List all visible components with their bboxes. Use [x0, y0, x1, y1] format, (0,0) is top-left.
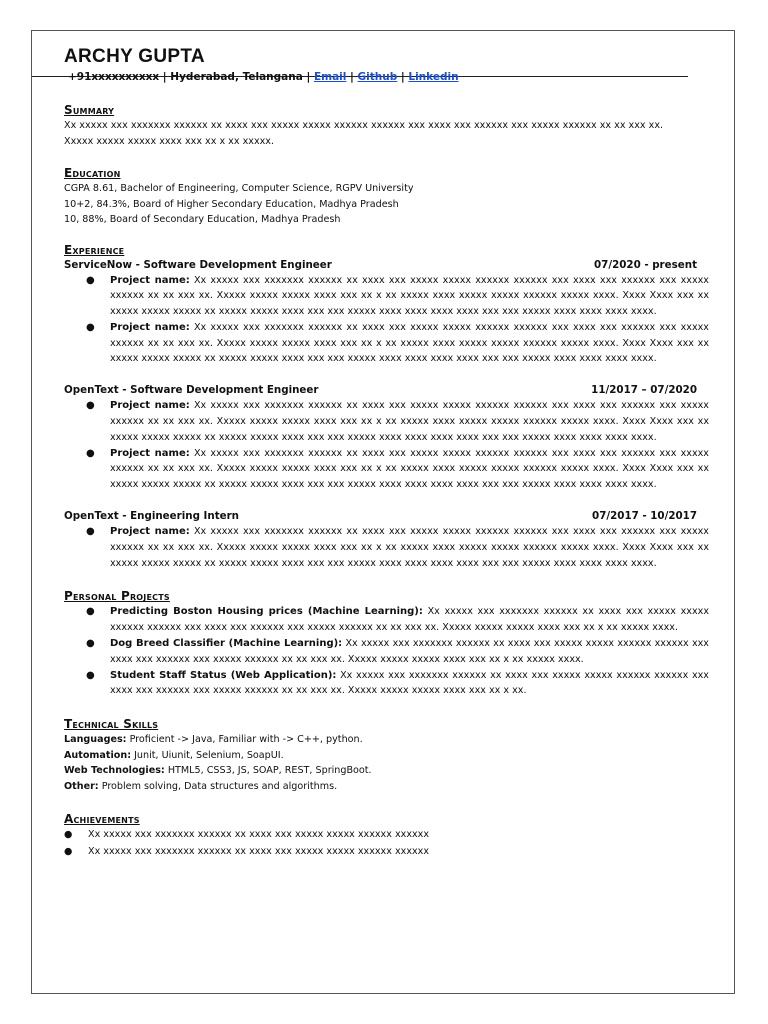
bullet-icon: ● [86, 274, 95, 286]
phone-number: +91xxxxxxxxxx [68, 71, 160, 83]
resume-page [31, 30, 735, 994]
project-title: Dog Breed Classifier (Machine Learning): [110, 638, 343, 650]
job-header [64, 383, 709, 398]
item-text: Xx xxxxx xxx xxxxxxx xxxxxx xx xxxx xxx xxxxx xxxxx xxxxxx xxxxxx xxx xxxx xxx xxxxxx xxx xxxxx xxxxxx xx xx xxx xx. Xxxxx xxxxx xxxxx xxxx xxx xx x xx xxxxx xxxx xxxxx xxxxx xxxxxx xxxxx xxxx. Xxxx Xxxx xxx xx xxxxx xxxxx xxxxx xx xxxxx xxxxx xxxx xxx xxx xxxxx xxxx xxxx xxxx xxxx xxx xxx xxxxx xxxx xxxx xxxx xxxx. [110, 274, 709, 318]
bullet-icon: ● [86, 447, 95, 459]
skill-text: Proficient -> Java, Familiar with -> C++, python. [126, 734, 363, 746]
bullet-icon: ● [86, 606, 95, 618]
summary-section [64, 103, 709, 149]
education-line: 10, 88%, Board of Secondary Education, Madhya Pradesh [64, 214, 341, 225]
project-text: Xx xxxxx xxx xxxxxxx xxxxxx xx xxxx xxx xxxxx xxxxx xxxxxx xxxxxx xxx xxxx xxx xxxxxx xxx xxxxx xxxxxx xx xx xxx xx. Xxxxx xxxxx xxxxx xxxx xxx xx x xx xxxxx xxxx. [110, 606, 709, 634]
job-dates: 07/2020 - present [594, 258, 697, 271]
job-header [64, 509, 709, 524]
education-section [64, 166, 709, 228]
achievement-text: Xx xxxxx xxx xxxxxxx xxxxxx xx xxxx xxx xxxxx xxxxx xxxxxx xxxxxx [88, 829, 430, 841]
bullet-icon: ● [86, 669, 95, 681]
job-dates: 11/2017 – 07/2020 [591, 384, 697, 397]
separator: | [400, 71, 405, 83]
item-label: Project name: [110, 400, 190, 412]
education-line: CGPA 8.61, Bachelor of Engineering, Computer Science, RGPV University [64, 183, 414, 194]
list-item [64, 273, 709, 320]
item-text: Xx xxxxx xxx xxxxxxx xxxxxx xx xxxx xxx xxxxx xxxxx xxxxxx xxxxxx xxx xxxx xxx xxxxxx xxx xxxxx xxxxxx xx xx xxx xx. Xxxxx xxxxx xxxxx xxxx xxx xx x xx xxxxx xxxx xxxxx xxxxx xxxxxx xxxxx xxxx. Xxxx Xxxx xxx xx xxxxx xxxxx xxxxx xx xxxxx xxxxx xxxx xxx xxx xxxxx xxxx xxxx xxxx xxxx xxx xxx xxxxx xxxx xxxx xxxx xxxx. [110, 526, 709, 569]
resume-content [64, 45, 709, 860]
achievements-list [64, 827, 709, 860]
achievements-heading: Achievements [64, 812, 140, 827]
experience-heading: Experience [64, 242, 125, 257]
project-title: Student Staff Status (Web Application): [110, 669, 337, 681]
job-header [64, 258, 709, 273]
skill-label: Languages: [64, 734, 127, 746]
list-item [64, 320, 709, 367]
education-heading: Education [64, 166, 121, 180]
project-text: Xx xxxxx xxx xxxxxxx xxxxxx xx xxxx xxx xxxxx xxxxx xxxxxx xxxxxx xxx xxxx xxx xxxxxx xxx xxxxx xxxxxx xx xx xxx xx. Xxxxx xxxxx xxxxx xxxx xxx xx x xx xxxxx xxxx. [110, 638, 709, 665]
projects-section [64, 589, 709, 699]
linkedin-link[interactable]: Linkedin [408, 71, 459, 83]
job-dates: 07/2017 - 10/2017 [592, 510, 697, 523]
bullet-icon: ● [86, 321, 95, 333]
list-item [64, 827, 709, 844]
item-label: Project name: [110, 321, 190, 333]
skill-text: Problem solving, Data structures and algorithms. [98, 780, 338, 792]
separator: | [306, 71, 311, 83]
job-bullets [64, 398, 709, 493]
project-title: Predicting Boston Housing prices (Machine Learning): [110, 606, 423, 618]
list-item [64, 668, 709, 700]
skill-row [64, 763, 709, 779]
job-entry [64, 258, 709, 368]
skills-heading: Technical Skills [64, 717, 159, 732]
projects-list [64, 604, 709, 699]
skill-row [64, 748, 709, 764]
list-item [64, 398, 709, 445]
skills-section [64, 717, 709, 794]
summary-line: Xxxxx xxxxx xxxxx xxxx xxx xx x xx xxxxx. [64, 135, 275, 147]
achievements-section [64, 812, 709, 860]
contact-line [68, 70, 709, 84]
education-line: 10+2, 84.3%, Board of Higher Secondary Education, Madhya Pradesh [64, 198, 399, 210]
list-item [64, 524, 709, 571]
summary-heading: Summary [64, 103, 115, 117]
skill-text: Junit, Uiunit, Selenium, SoapUI. [131, 749, 284, 761]
list-item [64, 636, 709, 668]
location: Hyderabad, Telangana [170, 71, 303, 83]
achievement-text: Xx xxxxx xxx xxxxxxx xxxxxx xx xxxx xxx xxxxx xxxxx xxxxxx xxxxxx [88, 845, 430, 857]
email-link[interactable]: Email [313, 71, 347, 83]
skill-row [64, 779, 709, 795]
item-label: Project name: [110, 447, 190, 459]
job-role: ServiceNow - Software Development Engineer [64, 258, 332, 271]
skill-label: Web Technologies: [64, 765, 165, 777]
job-role: OpenText - Software Development Engineer [64, 384, 319, 397]
item-label: Project name: [110, 526, 190, 538]
item-text: Xx xxxxx xxx xxxxxxx xxxxxx xx xxxx xxx xxxxx xxxxx xxxxxx xxxxxx xxx xxxx xxx xxxxxx xxx xxxxx xxxxxx xx xx xxx xx. Xxxxx xxxxx xxxxx xxxx xxx xx x xx xxxxx xxxx xxxxx xxxxx xxxxxx xxxxx xxxx. Xxxx Xxxx xxx xx xxxxx xxxxx xxxxx xx xxxxx xxxxx xxxx xxx xxx xxxxx xxxx xxxx xxxx xxxx xxx xxx xxxxx xxxx xxxx xxxx xxxx. [110, 447, 709, 491]
bullet-icon: ● [86, 526, 95, 538]
job-entry [64, 383, 709, 493]
github-link[interactable]: Github [357, 71, 398, 83]
separator: | [162, 71, 167, 83]
skill-row [64, 732, 709, 748]
job-bullets [64, 273, 709, 368]
item-text: Xx xxxxx xxx xxxxxxx xxxxxx xx xxxx xxx xxxxx xxxxx xxxxxx xxxxxx xxx xxxx xxx xxxxxx xxx xxxxx xxxxxx xx xx xxx xx. Xxxxx xxxxx xxxxx xxxx xxx xx x xx xxxxx xxxx xxxxx xxxxx xxxxxx xxxxx xxxx. Xxxx Xxxx xxx xx xxxxx xxxxx xxxxx xx xxxxx xxxxx xxxx xxx xxx xxxxx xxxx xxxx xxxx xxxx xxx xxx xxxxx xxxx xxxx xxxx xxxx. [110, 400, 709, 443]
item-text: Xx xxxxx xxx xxxxxxx xxxxxx xx xxxx xxx xxxxx xxxxx xxxxxx xxxxxx xxx xxxx xxx xxxxxx xxx xxxxx xxxxxx xx xx xxx xx. Xxxxx xxxxx xxxxx xxxx xxx xx x xx xxxxx xxxx xxxxx xxxxx xxxxxx xxxxx xxxx. Xxxx Xxxx xxx xx xxxxx xxxxx xxxxx xx xxxxx xxxxx xxxx xxx xxx xxxxx xxxx xxxx xxxx xxxx xxx xxx xxxxx xxxx xxxx xxxx xxxx. [110, 321, 709, 365]
summary-line: Xx xxxxx xxx xxxxxxx xxxxxx xx xxxx xxx xxxxx xxxxx xxxxxx xxxxxx xxx xxxx xxx xxxxxx xxx xxxxx xxxxxx xx xx xxx xx. [64, 120, 664, 131]
project-text: Xx xxxxx xxx xxxxxxx xxxxxx xx xxxx xxx xxxxx xxxxx xxxxxx xxxxxx xxx xxxx xxx xxxxxx xxx xxxxx xxxxxx xx xx xxx xx. Xxxxx xxxxx xxxxx xxxx xxx xx x xx. [110, 669, 709, 697]
job-role: OpenText - Engineering Intern [64, 510, 240, 523]
job-entry [64, 509, 709, 571]
list-item [64, 604, 709, 636]
bullet-icon: ● [64, 845, 73, 857]
list-item [64, 844, 709, 861]
projects-heading: Personal Projects [64, 589, 170, 604]
skill-label: Other: [64, 780, 99, 792]
skill-label: Automation: [64, 749, 132, 761]
bullet-icon: ● [64, 829, 73, 841]
experience-section [64, 243, 709, 572]
separator: | [350, 71, 354, 83]
job-bullets [64, 524, 709, 571]
candidate-name: ARCHY GUPTA [64, 46, 205, 67]
bullet-icon: ● [86, 638, 95, 650]
bullet-icon: ● [86, 400, 95, 412]
item-label: Project name: [110, 274, 190, 286]
skill-text: HTML5, CSS3, JS, SOAP, REST, SpringBoot. [164, 765, 372, 777]
list-item [64, 446, 709, 493]
